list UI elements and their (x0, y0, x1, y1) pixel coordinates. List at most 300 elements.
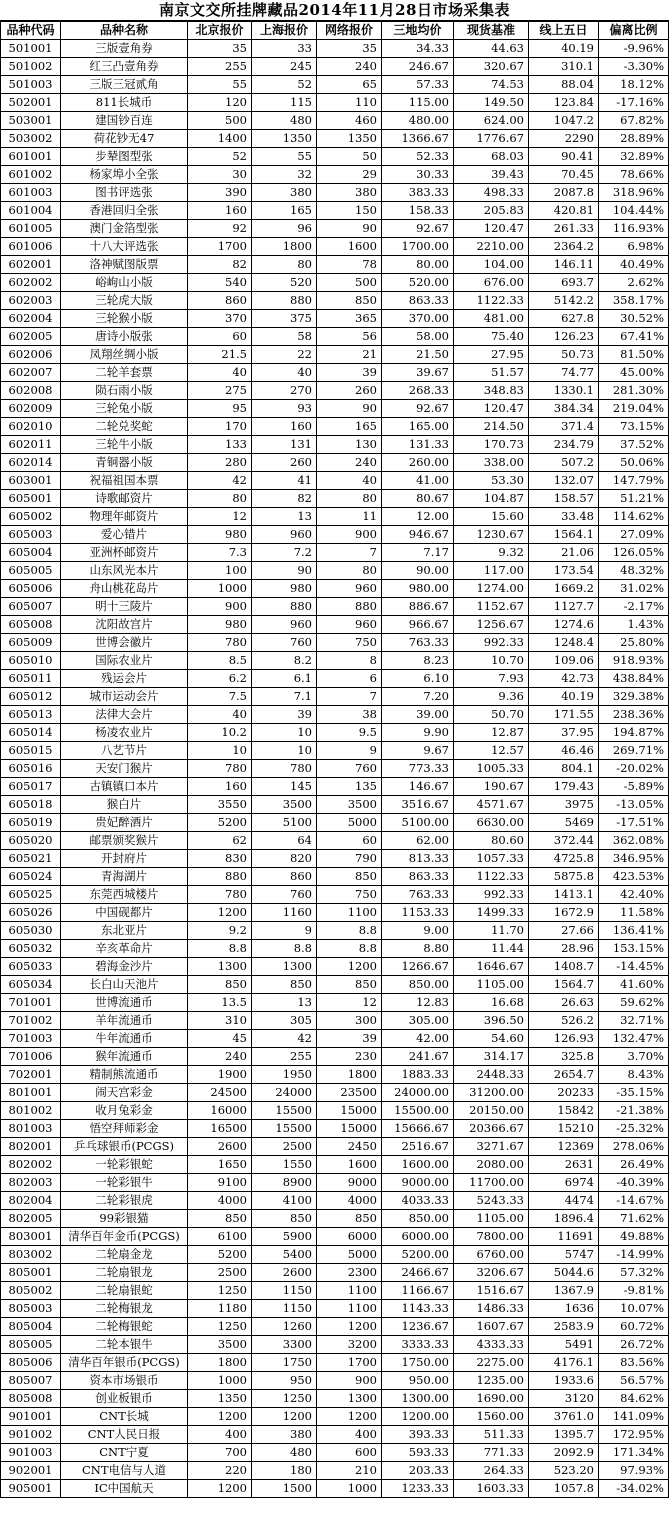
cell-network: 900 (317, 1372, 382, 1390)
cell-network: 7 (317, 544, 382, 562)
cell-average: 480.00 (382, 112, 454, 130)
cell-name: 洛神赋图版票 (61, 256, 188, 274)
table-row (1, 274, 669, 292)
cell-baseline: 320.67 (454, 58, 529, 76)
cell-five-day: 420.81 (529, 202, 599, 220)
cell-code: 601001 (1, 148, 61, 166)
cell-beijing: 120 (188, 94, 252, 112)
cell-name: 三轮牛小版 (61, 436, 188, 454)
cell-network: 50 (317, 148, 382, 166)
cell-shanghai: 131 (252, 436, 317, 454)
cell-code: 605018 (1, 796, 61, 814)
cell-code: 902001 (1, 1462, 61, 1480)
cell-deviation: 32.89% (599, 148, 669, 166)
table-row (1, 724, 669, 742)
cell-beijing: 16000 (188, 1102, 252, 1120)
cell-network: 750 (317, 634, 382, 652)
table-row (1, 1426, 669, 1444)
table-row (1, 400, 669, 418)
cell-name: 舟山桃花岛片 (61, 580, 188, 598)
cell-baseline: 1256.67 (454, 616, 529, 634)
cell-beijing: 21.5 (188, 346, 252, 364)
cell-name: 清华百年银币(PCGS) (61, 1354, 188, 1372)
table-body (1, 40, 669, 1498)
cell-code: 802001 (1, 1138, 61, 1156)
cell-network: 960 (317, 580, 382, 598)
cell-shanghai: 380 (252, 1426, 317, 1444)
table-row (1, 58, 669, 76)
cell-beijing: 3500 (188, 1336, 252, 1354)
cell-deviation: 172.95% (599, 1426, 669, 1444)
table-row (1, 76, 669, 94)
cell-baseline: 1607.67 (454, 1318, 529, 1336)
header-five-day: 线上五日 (529, 22, 599, 40)
cell-average: 8.80 (382, 940, 454, 958)
table-row (1, 148, 669, 166)
cell-name: 二轮本银牛 (61, 1336, 188, 1354)
cell-deviation: 141.09% (599, 1408, 669, 1426)
cell-five-day: 627.8 (529, 310, 599, 328)
cell-average: 9.90 (382, 724, 454, 742)
cell-five-day: 2631 (529, 1156, 599, 1174)
cell-network: 90 (317, 220, 382, 238)
cell-average: 950.00 (382, 1372, 454, 1390)
cell-shanghai: 58 (252, 328, 317, 346)
cell-code: 601003 (1, 184, 61, 202)
cell-deviation: 3.70% (599, 1048, 669, 1066)
cell-average: 9.00 (382, 922, 454, 940)
cell-five-day: 310.1 (529, 58, 599, 76)
cell-beijing: 1300 (188, 958, 252, 976)
table-row (1, 562, 669, 580)
table-row (1, 922, 669, 940)
cell-shanghai: 24000 (252, 1084, 317, 1102)
cell-beijing: 1800 (188, 1354, 252, 1372)
cell-code: 605013 (1, 706, 61, 724)
cell-shanghai: 1200 (252, 1408, 317, 1426)
cell-code: 805006 (1, 1354, 61, 1372)
cell-beijing: 13.5 (188, 994, 252, 1012)
cell-deviation: 6.98% (599, 238, 669, 256)
cell-beijing: 7.5 (188, 688, 252, 706)
cell-code: 501003 (1, 76, 61, 94)
cell-five-day: 12369 (529, 1138, 599, 1156)
cell-code: 605001 (1, 490, 61, 508)
cell-beijing: 780 (188, 760, 252, 778)
cell-shanghai: 1300 (252, 958, 317, 976)
cell-deviation: 269.71% (599, 742, 669, 760)
cell-name: 羊年流通币 (61, 1012, 188, 1030)
cell-average: 305.00 (382, 1012, 454, 1030)
header-baseline: 现货基准 (454, 22, 529, 40)
cell-deviation: -21.38% (599, 1102, 669, 1120)
cell-baseline: 1057.33 (454, 850, 529, 868)
cell-baseline: 27.95 (454, 346, 529, 364)
cell-beijing: 4000 (188, 1192, 252, 1210)
cell-name: 杨家埠小全张 (61, 166, 188, 184)
cell-code: 803001 (1, 1228, 61, 1246)
cell-average: 2466.67 (382, 1264, 454, 1282)
cell-five-day: 6974 (529, 1174, 599, 1192)
cell-network: 790 (317, 850, 382, 868)
cell-five-day: 2364.2 (529, 238, 599, 256)
cell-code: 601002 (1, 166, 61, 184)
cell-average: 62.00 (382, 832, 454, 850)
cell-code: 605007 (1, 598, 61, 616)
cell-baseline: 511.33 (454, 1426, 529, 1444)
cell-code: 605017 (1, 778, 61, 796)
cell-deviation: 78.66% (599, 166, 669, 184)
cell-beijing: 880 (188, 868, 252, 886)
cell-average: 260.00 (382, 454, 454, 472)
cell-code: 605002 (1, 508, 61, 526)
cell-shanghai: 3500 (252, 796, 317, 814)
cell-five-day: 261.33 (529, 220, 599, 238)
cell-code: 803002 (1, 1246, 61, 1264)
cell-network: 1200 (317, 958, 382, 976)
cell-shanghai: 64 (252, 832, 317, 850)
cell-network: 260 (317, 382, 382, 400)
cell-network: 78 (317, 256, 382, 274)
cell-beijing: 2600 (188, 1138, 252, 1156)
cell-beijing: 9.2 (188, 922, 252, 940)
cell-baseline: 2080.00 (454, 1156, 529, 1174)
cell-deviation: -9.81% (599, 1282, 669, 1300)
cell-name: 澳门金箔型张 (61, 220, 188, 238)
table-row (1, 1030, 669, 1048)
cell-deviation: 918.93% (599, 652, 669, 670)
cell-beijing: 1650 (188, 1156, 252, 1174)
cell-name: 精制熊流通币 (61, 1066, 188, 1084)
cell-name: 一轮彩银牛 (61, 1174, 188, 1192)
cell-deviation: 238.36% (599, 706, 669, 724)
cell-five-day: 5469 (529, 814, 599, 832)
cell-average: 7.17 (382, 544, 454, 562)
cell-baseline: 16.68 (454, 994, 529, 1012)
cell-five-day: 2290 (529, 130, 599, 148)
table-row (1, 1156, 669, 1174)
cell-deviation: -5.89% (599, 778, 669, 796)
cell-average: 21.50 (382, 346, 454, 364)
cell-beijing: 8.5 (188, 652, 252, 670)
cell-five-day: 3975 (529, 796, 599, 814)
cell-deviation: 147.79% (599, 472, 669, 490)
cell-average: 966.67 (382, 616, 454, 634)
sheet-title: 南京文交所挂牌藏品2014年11月28日市场采集表 (0, 0, 669, 21)
cell-deviation: 49.88% (599, 1228, 669, 1246)
cell-five-day: 1127.7 (529, 598, 599, 616)
cell-code: 605010 (1, 652, 61, 670)
cell-average: 80.00 (382, 256, 454, 274)
table-row (1, 184, 669, 202)
cell-five-day: 40.19 (529, 40, 599, 58)
cell-code: 905001 (1, 1480, 61, 1498)
cell-name: 峪岣山小版 (61, 274, 188, 292)
cell-baseline: 104.00 (454, 256, 529, 274)
cell-network: 850 (317, 976, 382, 994)
cell-name: 东北亚片 (61, 922, 188, 940)
cell-shanghai: 82 (252, 490, 317, 508)
cell-network: 1200 (317, 1408, 382, 1426)
cell-average: 1200.00 (382, 1408, 454, 1426)
cell-average: 3516.67 (382, 796, 454, 814)
cell-baseline: 6760.00 (454, 1246, 529, 1264)
cell-beijing: 82 (188, 256, 252, 274)
market-table (0, 21, 669, 1498)
cell-code: 602006 (1, 346, 61, 364)
cell-name: 二轮彩银虎 (61, 1192, 188, 1210)
cell-deviation: 11.58% (599, 904, 669, 922)
cell-baseline: 498.33 (454, 184, 529, 202)
table-row (1, 1138, 669, 1156)
cell-shanghai: 1950 (252, 1066, 317, 1084)
cell-average: 763.33 (382, 634, 454, 652)
cell-average: 980.00 (382, 580, 454, 598)
cell-beijing: 850 (188, 1210, 252, 1228)
cell-five-day: 2087.8 (529, 184, 599, 202)
cell-average: 268.33 (382, 382, 454, 400)
cell-average: 9000.00 (382, 1174, 454, 1192)
cell-baseline: 2448.33 (454, 1066, 529, 1084)
cell-shanghai: 55 (252, 148, 317, 166)
cell-network: 300 (317, 1012, 382, 1030)
cell-five-day: 74.77 (529, 364, 599, 382)
cell-baseline: 1235.00 (454, 1372, 529, 1390)
cell-network: 1600 (317, 238, 382, 256)
cell-average: 12.00 (382, 508, 454, 526)
table-row (1, 166, 669, 184)
cell-code: 503001 (1, 112, 61, 130)
cell-average: 4033.33 (382, 1192, 454, 1210)
cell-shanghai: 880 (252, 598, 317, 616)
cell-network: 365 (317, 310, 382, 328)
cell-code: 802002 (1, 1156, 61, 1174)
cell-deviation: 1.43% (599, 616, 669, 634)
cell-deviation: 31.02% (599, 580, 669, 598)
cell-network: 400 (317, 1426, 382, 1444)
cell-deviation: 59.62% (599, 994, 669, 1012)
cell-deviation: -2.17% (599, 598, 669, 616)
cell-baseline: 1499.33 (454, 904, 529, 922)
cell-deviation: 60.72% (599, 1318, 669, 1336)
cell-average: 165.00 (382, 418, 454, 436)
cell-code: 802005 (1, 1210, 61, 1228)
header-name: 品种名称 (61, 22, 188, 40)
cell-shanghai: 1350 (252, 130, 317, 148)
cell-shanghai: 950 (252, 1372, 317, 1390)
cell-average: 813.33 (382, 850, 454, 868)
cell-deviation: 2.62% (599, 274, 669, 292)
cell-shanghai: 1160 (252, 904, 317, 922)
cell-deviation: 30.52% (599, 310, 669, 328)
cell-code: 605003 (1, 526, 61, 544)
cell-beijing: 1200 (188, 904, 252, 922)
cell-code: 805002 (1, 1282, 61, 1300)
cell-code: 605033 (1, 958, 61, 976)
cell-network: 80 (317, 562, 382, 580)
cell-code: 605024 (1, 868, 61, 886)
cell-code: 702001 (1, 1066, 61, 1084)
cell-five-day: 4176.1 (529, 1354, 599, 1372)
cell-beijing: 35 (188, 40, 252, 58)
cell-beijing: 62 (188, 832, 252, 850)
cell-average: 1600.00 (382, 1156, 454, 1174)
cell-five-day: 1413.1 (529, 886, 599, 904)
cell-baseline: 396.50 (454, 1012, 529, 1030)
cell-baseline: 1152.67 (454, 598, 529, 616)
cell-shanghai: 8.8 (252, 940, 317, 958)
cell-baseline: 7.93 (454, 670, 529, 688)
cell-deviation: 27.09% (599, 526, 669, 544)
cell-five-day: 1564.1 (529, 526, 599, 544)
cell-code: 805004 (1, 1318, 61, 1336)
table-row (1, 526, 669, 544)
cell-beijing: 1000 (188, 1372, 252, 1390)
cell-network: 2450 (317, 1138, 382, 1156)
cell-five-day: 1395.7 (529, 1426, 599, 1444)
table-row (1, 1174, 669, 1192)
cell-beijing: 1350 (188, 1390, 252, 1408)
cell-deviation: 51.21% (599, 490, 669, 508)
table-row (1, 706, 669, 724)
cell-deviation: 153.15% (599, 940, 669, 958)
cell-shanghai: 1750 (252, 1354, 317, 1372)
cell-baseline: 9.36 (454, 688, 529, 706)
cell-baseline: 214.50 (454, 418, 529, 436)
cell-network: 1000 (317, 1480, 382, 1498)
cell-code: 901002 (1, 1426, 61, 1444)
cell-deviation: -17.16% (599, 94, 669, 112)
table-row (1, 454, 669, 472)
cell-average: 1153.33 (382, 904, 454, 922)
cell-five-day: 1636 (529, 1300, 599, 1318)
cell-baseline: 338.00 (454, 454, 529, 472)
cell-five-day: 28.96 (529, 940, 599, 958)
cell-shanghai: 850 (252, 1210, 317, 1228)
cell-average: 383.33 (382, 184, 454, 202)
cell-baseline: 205.83 (454, 202, 529, 220)
cell-code: 802004 (1, 1192, 61, 1210)
cell-deviation: 278.06% (599, 1138, 669, 1156)
cell-shanghai: 40 (252, 364, 317, 382)
cell-network: 1600 (317, 1156, 382, 1174)
cell-network: 15000 (317, 1102, 382, 1120)
cell-deviation: 171.34% (599, 1444, 669, 1462)
cell-shanghai: 5400 (252, 1246, 317, 1264)
table-row (1, 508, 669, 526)
cell-baseline: 1122.33 (454, 868, 529, 886)
table-row (1, 220, 669, 238)
cell-network: 240 (317, 58, 382, 76)
cell-network: 21 (317, 346, 382, 364)
cell-shanghai: 165 (252, 202, 317, 220)
cell-network: 11 (317, 508, 382, 526)
table-row (1, 1408, 669, 1426)
cell-baseline: 1646.67 (454, 958, 529, 976)
cell-name: 中国砚都片 (61, 904, 188, 922)
cell-five-day: 15210 (529, 1120, 599, 1138)
cell-beijing: 40 (188, 364, 252, 382)
cell-average: 5200.00 (382, 1246, 454, 1264)
cell-deviation: 8.43% (599, 1066, 669, 1084)
cell-average: 863.33 (382, 868, 454, 886)
cell-network: 1100 (317, 1300, 382, 1318)
cell-name: 闹天宫彩金 (61, 1084, 188, 1102)
cell-code: 605032 (1, 940, 61, 958)
cell-average: 15666.67 (382, 1120, 454, 1138)
cell-name: 陨石雨小版 (61, 382, 188, 400)
cell-baseline: 120.47 (454, 220, 529, 238)
cell-code: 602001 (1, 256, 61, 274)
cell-five-day: 384.34 (529, 400, 599, 418)
cell-baseline: 1005.33 (454, 760, 529, 778)
cell-shanghai: 5900 (252, 1228, 317, 1246)
cell-network: 850 (317, 1210, 382, 1228)
table-row (1, 1192, 669, 1210)
cell-average: 158.33 (382, 202, 454, 220)
cell-shanghai: 480 (252, 1444, 317, 1462)
cell-deviation: 10.07% (599, 1300, 669, 1318)
cell-code: 801002 (1, 1102, 61, 1120)
cell-five-day: 146.11 (529, 256, 599, 274)
cell-network: 8 (317, 652, 382, 670)
cell-shanghai: 820 (252, 850, 317, 868)
cell-baseline: 80.60 (454, 832, 529, 850)
cell-code: 602005 (1, 328, 61, 346)
cell-average: 393.33 (382, 1426, 454, 1444)
cell-shanghai: 10 (252, 742, 317, 760)
cell-average: 593.33 (382, 1444, 454, 1462)
cell-name: 邮票颁奖猴片 (61, 832, 188, 850)
cell-baseline: 1122.33 (454, 292, 529, 310)
cell-shanghai: 93 (252, 400, 317, 418)
cell-name: 物理年邮资片 (61, 508, 188, 526)
cell-five-day: 3761.0 (529, 1408, 599, 1426)
cell-name: 十八大评选张 (61, 238, 188, 256)
cell-average: 886.67 (382, 598, 454, 616)
cell-code: 805007 (1, 1372, 61, 1390)
cell-beijing: 2500 (188, 1264, 252, 1282)
cell-deviation: 114.62% (599, 508, 669, 526)
table-row (1, 202, 669, 220)
cell-baseline: 2275.00 (454, 1354, 529, 1372)
cell-code: 605016 (1, 760, 61, 778)
cell-average: 2516.67 (382, 1138, 454, 1156)
cell-five-day: 507.2 (529, 454, 599, 472)
cell-code: 601006 (1, 238, 61, 256)
cell-five-day: 4725.8 (529, 850, 599, 868)
cell-shanghai: 42 (252, 1030, 317, 1048)
cell-beijing: 24500 (188, 1084, 252, 1102)
cell-beijing: 780 (188, 886, 252, 904)
cell-five-day: 1564.7 (529, 976, 599, 994)
cell-baseline: 20150.00 (454, 1102, 529, 1120)
cell-name: 青铜器小版 (61, 454, 188, 472)
cell-code: 605004 (1, 544, 61, 562)
cell-code: 602008 (1, 382, 61, 400)
cell-baseline: 1486.33 (454, 1300, 529, 1318)
cell-deviation: 83.56% (599, 1354, 669, 1372)
header-deviation: 偏离比例 (599, 22, 669, 40)
table-row (1, 1084, 669, 1102)
cell-five-day: 70.45 (529, 166, 599, 184)
cell-shanghai: 8900 (252, 1174, 317, 1192)
cell-name: 沈阳故宫片 (61, 616, 188, 634)
cell-average: 1233.33 (382, 1480, 454, 1498)
cell-name: 世博会徽片 (61, 634, 188, 652)
cell-deviation: -14.67% (599, 1192, 669, 1210)
cell-average: 863.33 (382, 292, 454, 310)
